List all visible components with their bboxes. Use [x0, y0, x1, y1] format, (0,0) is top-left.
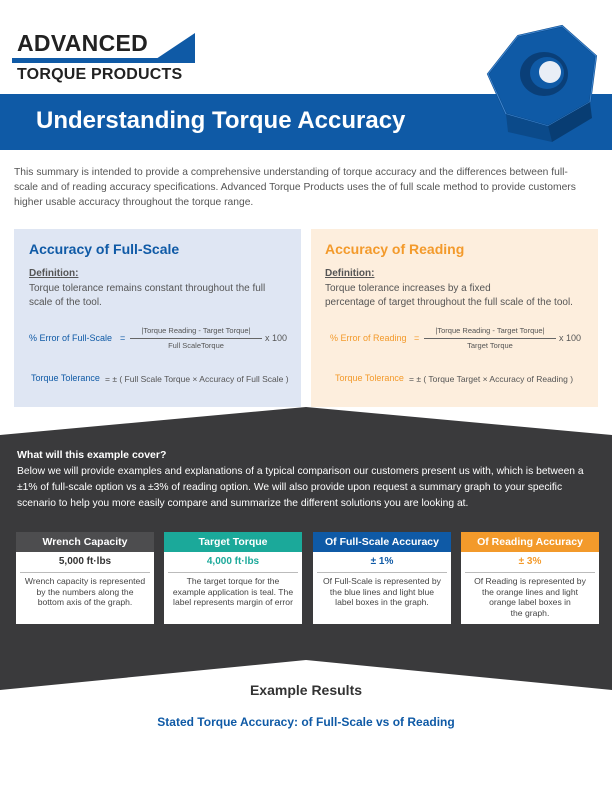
- page-title: Understanding Torque Accuracy: [36, 107, 406, 134]
- card-value: ± 1%: [317, 552, 447, 573]
- card-description: [164, 573, 302, 608]
- card-description-line: by the numbers along the: [36, 586, 134, 597]
- full-scale-definition-line1: Torque tolerance remains constant throughout the full: [29, 283, 266, 294]
- card-description-line: bottom axis of the graph.: [37, 597, 133, 607]
- card-reading-accuracy: [461, 532, 599, 624]
- card-description-line: the graph.: [510, 607, 550, 618]
- card-title: Target Torque: [164, 532, 302, 552]
- of-reading-tolerance-label: Torque Tolerance: [335, 373, 404, 383]
- card-target-torque: [164, 532, 302, 624]
- of-reading-numerator: |Torque Reading - Target Torque|: [435, 326, 545, 335]
- card-description-line: Of Full-Scale is represented by: [323, 576, 441, 586]
- full-scale-tolerance-label: Torque Tolerance: [31, 373, 100, 383]
- section-notch-left: [0, 407, 306, 435]
- logo-bar: [12, 58, 190, 63]
- card-title: Of Full-Scale Accuracy: [313, 532, 451, 552]
- card-description-line: The target torque for the: [186, 576, 280, 586]
- results-heading: Example Results: [249, 682, 363, 698]
- cover-heading: What will this example cover?: [17, 449, 167, 461]
- card-description-line: label boxes in the graph.: [335, 597, 429, 607]
- card-title: Of Reading Accuracy: [461, 532, 599, 552]
- of-reading-definition-line1: Torque tolerance increases by a fixed: [325, 283, 491, 294]
- full-scale-fraction-bar: [130, 338, 262, 339]
- card-description: [313, 573, 451, 608]
- card-value: 4,000 ft·lbs: [168, 552, 298, 573]
- full-scale-denominator: Full ScaleTorque: [168, 341, 224, 350]
- of-reading-formula-label: % Error of Reading: [330, 333, 407, 343]
- card-title: Wrench Capacity: [16, 532, 154, 552]
- card-description-line: Of Reading is represented by: [474, 576, 586, 586]
- card-description-line: label represents margin of error: [173, 597, 293, 607]
- results-subheading: Stated Torque Accuracy: of Full-Scale vs of Reading: [157, 715, 455, 729]
- cover-paragraph: [17, 464, 597, 512]
- of-reading-title: Accuracy of Reading: [325, 241, 465, 257]
- full-scale-equals: =: [120, 333, 126, 343]
- card-value: 5,000 ft·lbs: [20, 552, 150, 573]
- of-reading-definition-line2: percentage of target throughout the full scale of the tool.: [325, 297, 573, 308]
- of-reading-denominator: Target Torque: [467, 341, 513, 350]
- card-value: ± 3%: [465, 552, 595, 573]
- hex-nut-icon: [478, 22, 602, 146]
- of-reading-fraction-bar: [424, 338, 556, 339]
- card-description-line: orange label boxes in: [489, 597, 571, 607]
- card-description-line: example application is teal. The: [172, 586, 294, 597]
- full-scale-title: Accuracy of Full-Scale: [29, 241, 180, 257]
- full-scale-formula-label: % Error of Full-Scale: [29, 333, 113, 343]
- card-description-line: Wrench capacity is represented: [24, 576, 146, 586]
- full-scale-numerator: |Torque Reading - Target Torque|: [141, 326, 251, 335]
- section-notch-right: [306, 407, 612, 435]
- card-description-line: the orange lines and light: [481, 586, 579, 597]
- card-description-line: the blue lines and light blue: [329, 586, 435, 597]
- full-scale-definition-heading: Definition:: [29, 268, 79, 279]
- card-description: [461, 573, 599, 618]
- of-reading-equals: =: [414, 333, 420, 343]
- of-reading-multiplier: x 100: [559, 333, 582, 343]
- full-scale-definition-line2: scale of the tool.: [29, 297, 102, 308]
- full-scale-multiplier: x 100: [265, 333, 288, 343]
- cover-line: Below we will provide examples and explanations of a typical comparison our customers present us with, which is between a: [17, 466, 584, 477]
- of-reading-tolerance-formula: = ± ( Torque Target × Accuracy of Reading ): [409, 374, 574, 384]
- cover-line: scenario to help you more easily compare and summarize the different solutions you are looking at.: [17, 498, 469, 509]
- card-full-scale-accuracy: [313, 532, 451, 624]
- intro-paragraph: This summary is intended to provide a comprehensive understanding of torque accuracy and the differences between full-scale and of reading accuracy specifications. Advanced Torque Products uses the of full scale method to provide customers higher usable accuracy throughout the torque range.: [14, 167, 576, 208]
- logo-text-advanced: ADVANCED: [17, 30, 149, 56]
- logo-text-torque-products: TORQUE PRODUCTS: [17, 66, 183, 83]
- card-wrench-capacity: [16, 532, 154, 624]
- of-reading-definition-heading: Definition:: [325, 268, 375, 279]
- card-description: [16, 573, 154, 608]
- cover-line: ±1% of full-scale option vs a ±3% of reading option. We will also provide upon request a summary graph to your specific: [17, 482, 563, 493]
- full-scale-tolerance-formula: = ± ( Full Scale Torque × Accuracy of Full Scale ): [105, 374, 289, 384]
